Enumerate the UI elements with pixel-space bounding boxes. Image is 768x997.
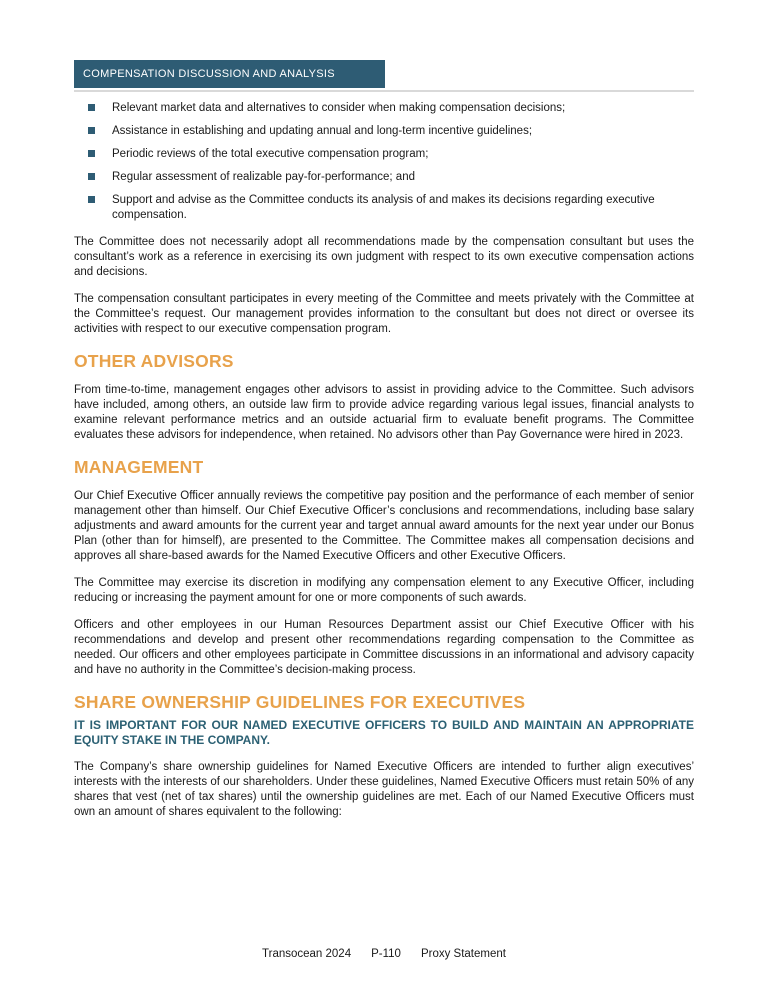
section-heading-other-advisors: OTHER ADVISORS: [74, 351, 234, 371]
list-item-text: Periodic reviews of the total executive compensation program;: [112, 148, 429, 160]
share-ownership-subheading: IT IS IMPORTANT FOR OUR NAMED EXECUTIVE OFFICERS TO BUILD AND MAINTAIN AN APPROPRIATE EQUITY STAKE IN THE COMPANY.: [74, 718, 694, 747]
list-item: [74, 170, 694, 185]
paragraph: The Committee may exercise its discretion in modifying any compensation element to any Executive Officer, including reducing or increasing the payment amount for one or more components of such awards.: [74, 577, 694, 604]
footer-page-number: P-110: [371, 948, 401, 960]
list-item-text: Assistance in establishing and updating annual and long-term incentive guidelines;: [112, 125, 533, 137]
paragraph: Our Chief Executive Officer annually reviews the competitive pay position and the performance of each member of senior management other than himself. Our Chief Executive Officer’s conclusions and recommendations, including base salary adjustments and award amounts for the current year and target annual award amounts for the next year under our Bonus Plan (other than for himself), are presented to the Committee. The Committee makes all compensation decisions and approves all share-based awards for the Named Executive Officers and other Executive Officers.: [74, 490, 694, 562]
section-banner: COMPENSATION DISCUSSION AND ANALYSIS: [74, 60, 385, 88]
square-bullet-icon: [88, 150, 95, 157]
header-divider: [74, 90, 694, 92]
paragraph: The Committee does not necessarily adopt all recommendations made by the compensation consultant but uses the consultant’s work as a reference in exercising its own judgment with respect to its own executive compensation actions and decisions.: [74, 236, 694, 278]
square-bullet-icon: [88, 104, 95, 111]
list-item: [74, 193, 694, 223]
footer-brand: Transocean 2024: [262, 948, 352, 960]
paragraph: Officers and other employees in our Human Resources Department assist our Chief Executive Officer with his recommendations and develop and present other recommendations regarding compensation to the Committee as needed. Our officers and other employees participate in Committee discussions in an informational and advisory capacity and have no authority in the Committee’s decision-making process.: [74, 619, 694, 676]
list-item-text: Regular assessment of realizable pay-for-performance; and: [112, 171, 415, 183]
paragraph: The Company’s share ownership guidelines for Named Executive Officers are intended to further align executives’ interests with the interests of our shareholders. Under these guidelines, Named Executive Officers must retain 50% of any shares that vest (net of tax shares) until the ownership guidelines are met. Each of our Named Executive Officers must own an amount of shares equivalent to the following:: [74, 761, 694, 818]
section-heading-share-ownership: SHARE OWNERSHIP GUIDELINES FOR EXECUTIVES: [74, 692, 526, 712]
page-footer: [0, 948, 768, 960]
list-item: [74, 124, 694, 139]
list-item: [74, 101, 694, 116]
page-content: [74, 60, 694, 820]
list-item-text: Support and advise as the Committee conducts its analysis of and makes its decisions regarding executive compensation.: [112, 194, 655, 221]
paragraph: The compensation consultant participates in every meeting of the Committee and meets privately with the Committee at the Committee’s request. Our management provides information to the consultant but does not direct or oversee its activities with respect to our executive compensation program.: [74, 293, 694, 335]
list-item-text: Relevant market data and alternatives to consider when making compensation decisions;: [112, 102, 566, 114]
consultant-services-list: [74, 101, 694, 223]
paragraph: From time-to-time, management engages other advisors to assist in providing advice to the Committee. Such advisors have included, among others, an outside law firm to provide advice regarding various legal issues, financial analysts to examine relevant performance metrics and an outside actuarial firm to evaluate benefit programs. The Committee evaluates these advisors for independence, when retained. No advisors other than Pay Governance were hired in 2023.: [74, 384, 694, 441]
square-bullet-icon: [88, 127, 95, 134]
square-bullet-icon: [88, 196, 95, 203]
footer-doc-type: Proxy Statement: [420, 948, 506, 960]
section-heading-management: MANAGEMENT: [74, 457, 204, 477]
list-item: [74, 147, 694, 162]
square-bullet-icon: [88, 173, 95, 180]
